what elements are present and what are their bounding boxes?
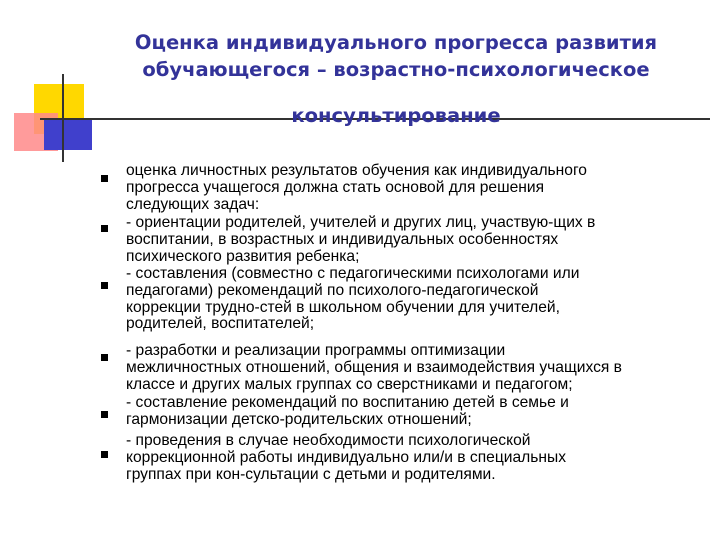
item-text-line: группах при кон-сультации с детьми и родителями. bbox=[126, 465, 496, 483]
slide-title-line-2: обучающегося – возрастно-психологическое bbox=[142, 58, 650, 81]
slide-title-line-1: Оценка индивидуального прогресса развития bbox=[134, 31, 658, 54]
item-text-line: - ориентации родителей, учителей и других лиц, участвую-щих в bbox=[126, 214, 596, 231]
bullet-square-icon bbox=[101, 451, 108, 458]
item-text-line: родителей, воспитателей; bbox=[126, 315, 315, 333]
item-text-line: - разработки и реализации программы оптимизации bbox=[126, 342, 506, 359]
item-text-line: следующих задач: bbox=[126, 195, 260, 213]
item-text-line: оценка личностных результатов обучения как индивидуального bbox=[126, 162, 587, 179]
item-text-line: классе и других малых группах со сверстниками и педагогом; bbox=[126, 375, 573, 393]
item-text-line: - проведения в случае необходимости психологической bbox=[126, 432, 531, 449]
bullet-square-icon bbox=[101, 354, 108, 361]
item-text-line: - составление рекомендаций по воспитанию детей в семье и bbox=[126, 394, 569, 411]
bullet-square-icon bbox=[101, 175, 108, 182]
item-text-line: коррекционной работы индивидуально или/и в специальных bbox=[126, 448, 566, 466]
slide-title-line-3: консультирование bbox=[291, 104, 501, 127]
item-text-line: межличностных отношений, общения и взаимодействия учащихся в bbox=[126, 358, 622, 376]
bullet-square-icon bbox=[101, 282, 108, 289]
item-text-line: коррекции трудно-стей в школьном обучении для учителей, bbox=[126, 298, 560, 316]
decor-blue-square bbox=[44, 118, 92, 150]
item-text-line: - составления (совместно с педагогическими психологами или bbox=[126, 265, 580, 282]
item-text-line: педагогами) рекомендаций по психолого-педагогической bbox=[126, 281, 539, 299]
item-text-line: гармонизации детско-родительских отношений; bbox=[126, 410, 472, 428]
bullet-square-icon bbox=[101, 225, 108, 232]
bullet-square-icon bbox=[101, 411, 108, 418]
item-text-line: воспитании, в возрастных и индивидуальных особенностях bbox=[126, 230, 559, 248]
item-text-line: прогресса учащегося должна стать основой для решения bbox=[126, 178, 545, 196]
item-text-line: психического развития ребенка; bbox=[126, 247, 360, 265]
